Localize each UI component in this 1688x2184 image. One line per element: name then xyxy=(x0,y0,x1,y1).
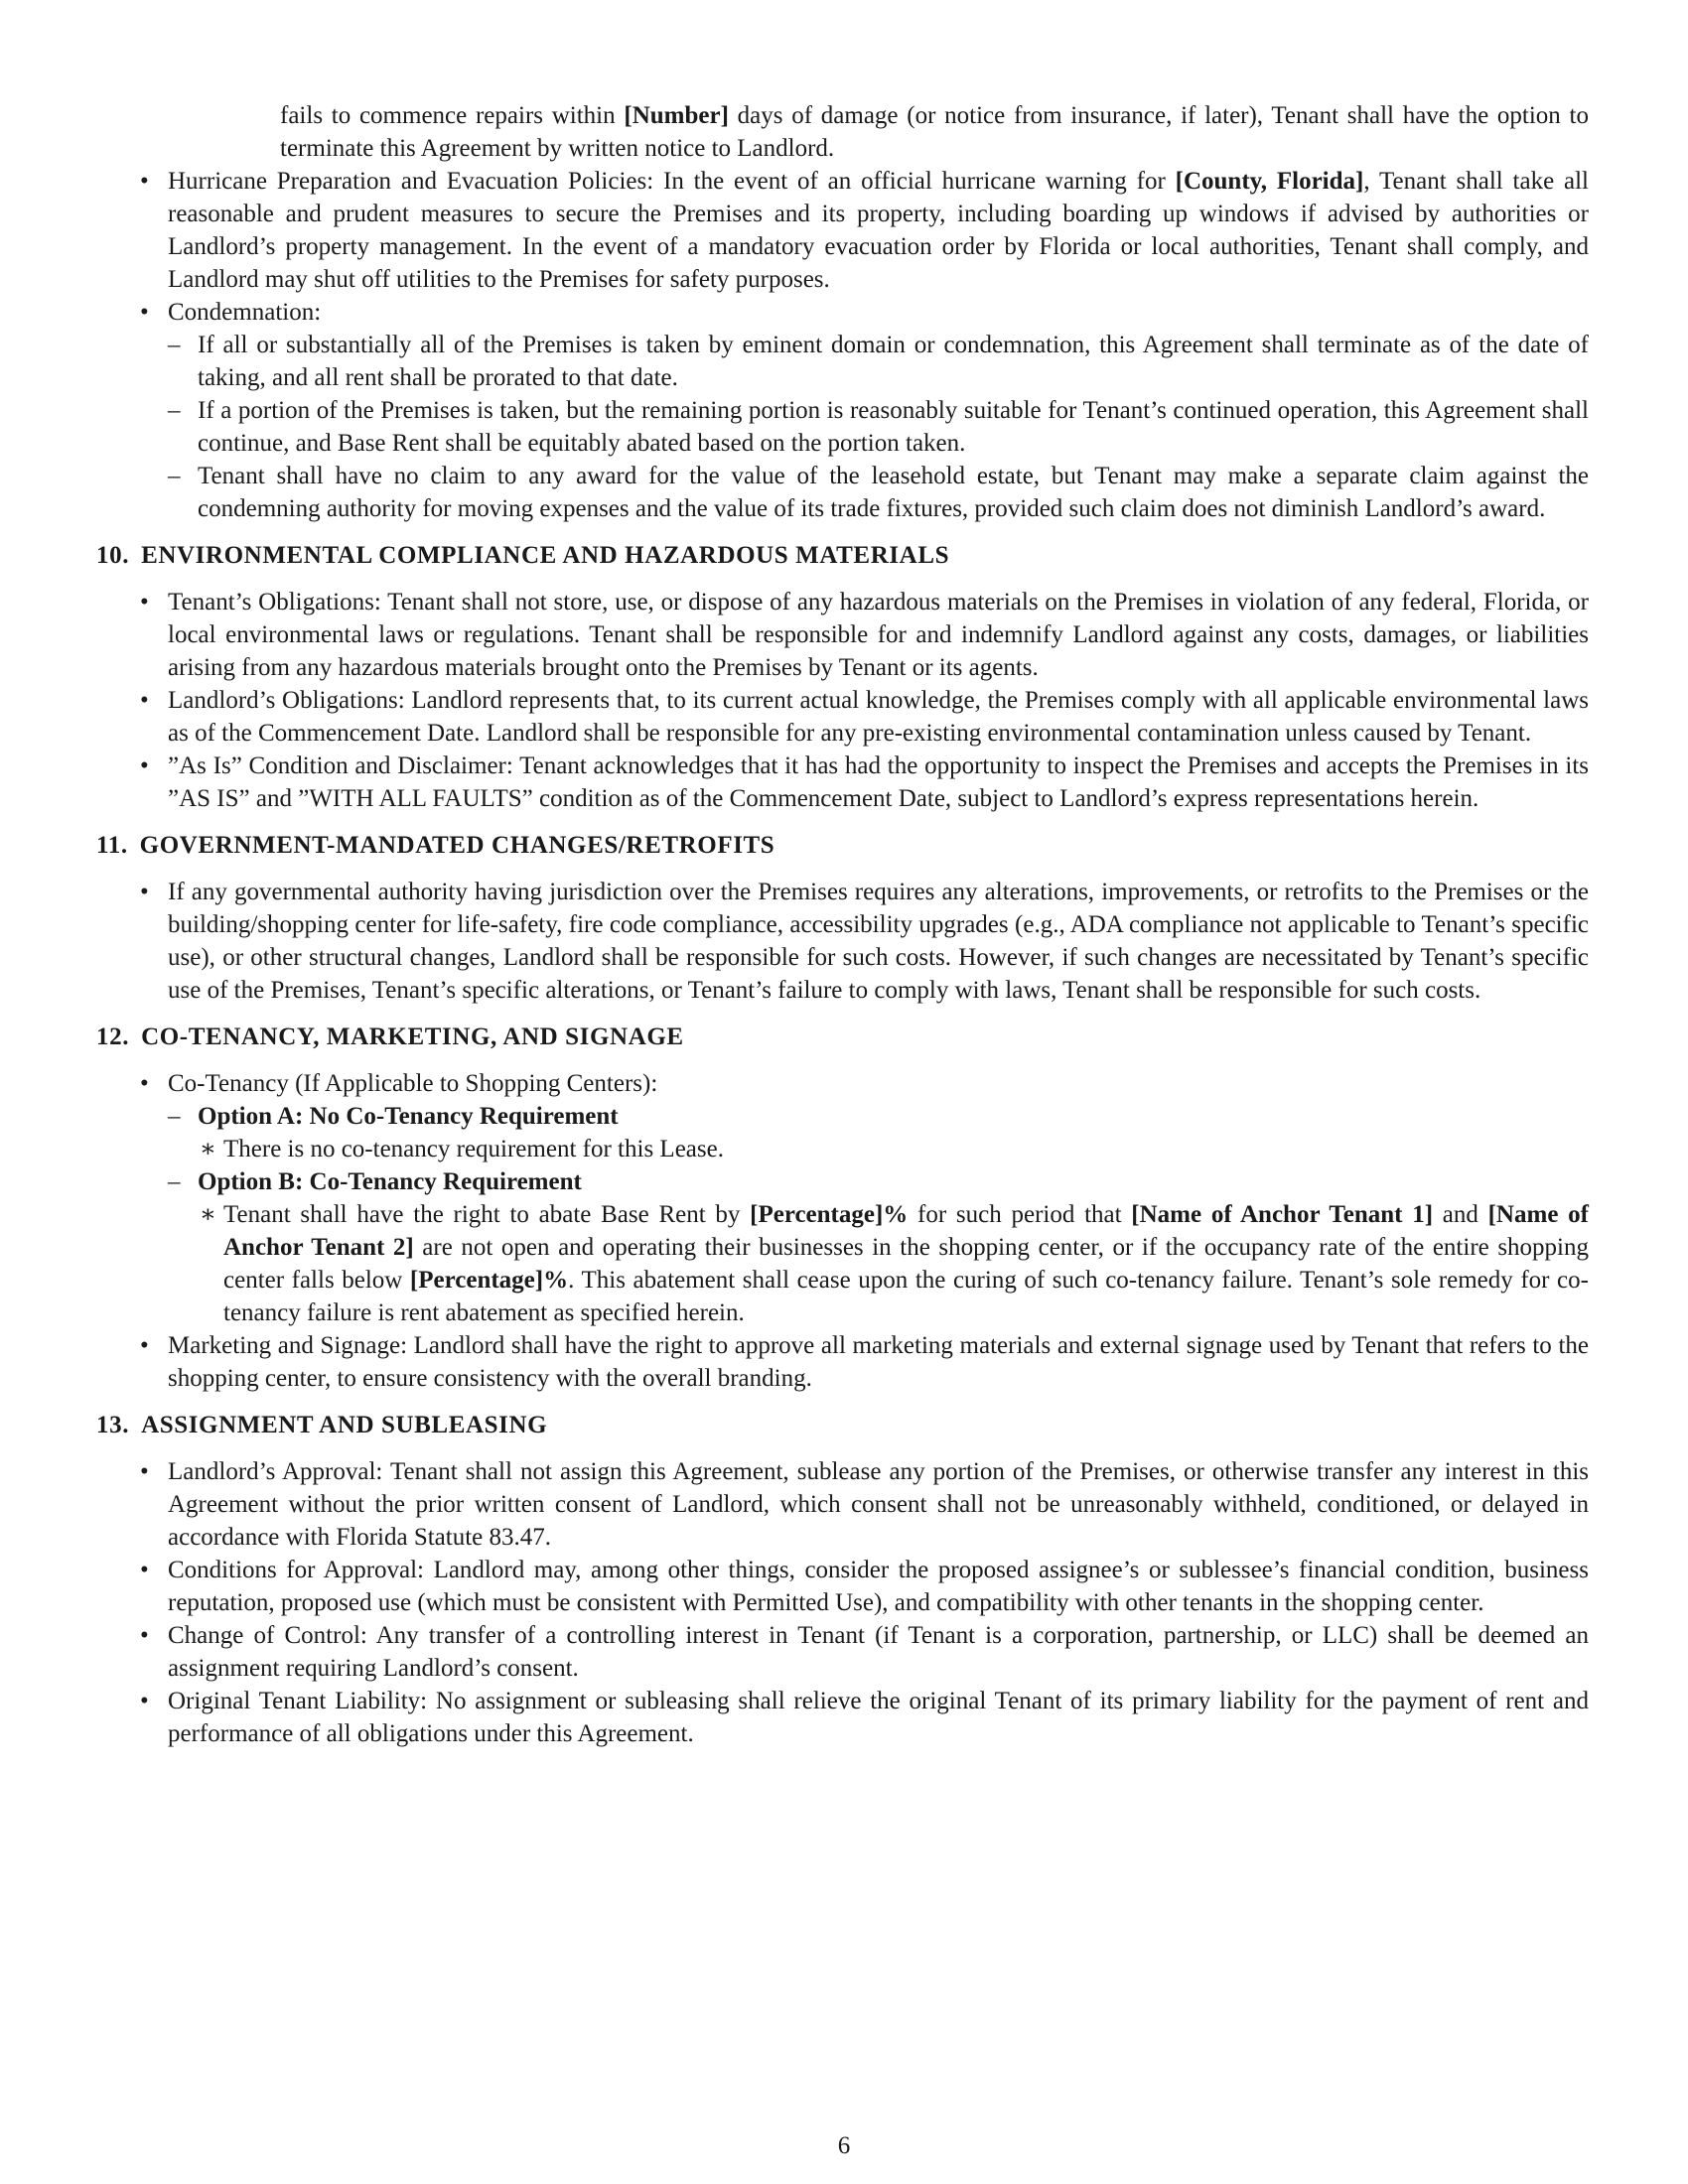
text-run: days of damage (or notice from insurance, if later), Tenant shall have the option to terminate this Agreement by written notice to Landlord. xyxy=(280,102,1589,162)
list-item: • Change of Control: Any transfer of a controlling interest in Tenant (if Tenant is a corporation, partnership, or LLC) shall be deemed an assignment requiring Landlord’s consent. xyxy=(96,1619,1589,1685)
list-item: • Landlord’s Obligations: Landlord represents that, to its current actual knowledge, the Premises comply with all applicable environmental laws as of the Commencement Date. Landlord shall be responsible for any pre-existing environmental contamination unless caused by Tenant. xyxy=(96,684,1589,750)
section-number: 11. xyxy=(96,832,128,859)
option-b-text xyxy=(198,1198,1589,1329)
option-a-title: Option A: No Co-Tenancy Requirement xyxy=(198,1103,619,1130)
text-run: are not open and operating their businesses in the shopping center, or if the occupancy rate of the entire shopping center falls below xyxy=(223,1234,1589,1294)
list-item: • Original Tenant Liability: No assignment or subleasing shall relieve the original Tenant of its primary liability for the payment of rent and performance of all obligations under this Agreement. xyxy=(96,1685,1589,1750)
sublist-item: – If all or substantially all of the Premises is taken by eminent domain or condemnation, this Agreement shall terminate as of the date of taking, and all rent shall be prorated to that date. xyxy=(168,329,1589,394)
placeholder-number: [Number] xyxy=(624,102,729,129)
list-item-condemnation xyxy=(96,296,1589,525)
placeholder-county: [County, Florida] xyxy=(1175,168,1364,195)
list-item: • If any governmental authority having jurisdiction over the Premises requires any alterations, improvements, or retrofits to the Premises or the building/shopping center for life-safety, fire code compliance, accessibility upgrades (e.g., ADA compliance not applicable to Tenant’s specific use), or other structural changes, Landlord shall be responsible for such costs. However, if such changes are necessitated by Tenant’s specific use of the Premises, Tenant’s specific alterations, or Tenant’s failure to comply with laws, Tenant shall be responsible for such costs. xyxy=(96,876,1589,1007)
list-item: • ”As Is” Condition and Disclaimer: Tenant acknowledges that it has had the opportunity to inspect the Premises and accepts the Premises in its ”AS IS” and ”WITH ALL FAULTS” condition as of the Commencement Date, subject to Landlord’s express representations herein. xyxy=(96,750,1589,815)
section-title: ENVIRONMENTAL COMPLIANCE AND HAZARDOUS MATERIALS xyxy=(141,542,950,569)
section-9-list xyxy=(96,165,1589,525)
text-run: fails to commence repairs within xyxy=(280,102,625,129)
list-item: • Conditions for Approval: Landlord may, among other things, consider the proposed assignee’s or sublessee’s financial condition, business reputation, proposed use (which must be consistent with Permitted Use), and compatibility with other tenants in the shopping center. xyxy=(96,1554,1589,1619)
list-item-marketing: • Marketing and Signage: Landlord shall have the right to approve all marketing materials and external signage used by Tenant that refers to the shopping center, to ensure consistency with the overall branding. xyxy=(96,1329,1589,1395)
document-body xyxy=(96,99,1589,1750)
section-title: ASSIGNMENT AND SUBLEASING xyxy=(141,1412,548,1438)
section-number: 10. xyxy=(96,542,130,569)
section-heading-10 xyxy=(96,539,1589,572)
text-run: . This abatement shall cease upon the curing of such co-tenancy failure. Tenant’s sole remedy for co-tenancy failure is rent abatement as specified herein. xyxy=(223,1267,1589,1326)
list-item: • Tenant’s Obligations: Tenant shall not store, use, or dispose of any hazardous materials on the Premises in violation of any federal, Florida, or local environmental laws or regulations. Tenant shall be responsible for and indemnify Landlord against any costs, damages, or liabilities arising from any hazardous materials brought onto the Premises by Tenant or its agents. xyxy=(96,586,1589,684)
section-number: 13. xyxy=(96,1412,130,1438)
section-title: GOVERNMENT-MANDATED CHANGES/RETROFITS xyxy=(139,832,775,859)
page-number: 6 xyxy=(837,2132,851,2159)
continued-paragraph xyxy=(96,99,1589,165)
condemnation-label: Condemnation: xyxy=(168,299,322,326)
sublist-item: – If a portion of the Premises is taken, but the remaining portion is reasonably suitable for Tenant’s continued operation, this Agreement shall continue, and Base Rent shall be equitably abated based on the portion taken. xyxy=(168,394,1589,460)
text-run: Hurricane Preparation and Evacuation Policies: In the event of an official hurricane warning for xyxy=(168,168,1176,195)
placeholder-percentage: [Percentage]% xyxy=(409,1267,569,1294)
text-run: for such period that xyxy=(908,1201,1132,1228)
option-a-text: ∗ There is no co-tenancy requirement for this Lease. xyxy=(198,1133,1589,1165)
placeholder-anchor-tenant-2: [Name of Anchor Tenant 2] xyxy=(223,1201,1589,1261)
text-run: and xyxy=(1433,1201,1488,1228)
section-11-list xyxy=(96,876,1589,1007)
list-item-hurricane xyxy=(96,165,1589,296)
section-10-list xyxy=(96,586,1589,815)
section-13-list xyxy=(96,1455,1589,1750)
option-b-title: Option B: Co-Tenancy Requirement xyxy=(198,1168,582,1195)
cotenancy-label: Co-Tenancy (If Applicable to Shopping Centers): xyxy=(168,1070,658,1097)
sublist-item: – Tenant shall have no claim to any award for the value of the leasehold estate, but Tenant may make a separate claim against the condemning authority for moving expenses and the value of its trade fixtures, provided such claim does not diminish Landlord’s award. xyxy=(168,460,1589,525)
section-title: CO-TENANCY, MARKETING, AND SIGNAGE xyxy=(141,1024,684,1050)
text-run: Tenant shall have the right to abate Base Rent by xyxy=(223,1201,751,1228)
section-12-list xyxy=(96,1067,1589,1395)
section-heading-13 xyxy=(96,1409,1589,1441)
condemnation-sublist xyxy=(168,329,1589,525)
list-item: • Landlord’s Approval: Tenant shall not assign this Agreement, sublease any portion of the Premises, or otherwise transfer any interest in this Agreement without the prior written consent of Landlord, which consent shall not be unreasonably withheld, conditioned, or delayed in accordance with Florida Statute 83.47. xyxy=(96,1455,1589,1554)
section-number: 12. xyxy=(96,1024,130,1050)
text-run: , Tenant shall take all reasonable and prudent measures to secure the Premises and its property, including boarding up windows if advised by authorities or Landlord’s property management. In the event of a mandatory evacuation order by Florida or local authorities, Tenant shall comply, and Landlord may shut off utilities to the Premises for safety purposes. xyxy=(168,168,1590,293)
placeholder-anchor-tenant-1: [Name of Anchor Tenant 1] xyxy=(1131,1201,1434,1228)
option-a-list xyxy=(198,1133,1589,1165)
cotenancy-options xyxy=(168,1100,1589,1329)
placeholder-percentage: [Percentage]% xyxy=(750,1201,909,1228)
option-b xyxy=(168,1165,1589,1329)
section-heading-12 xyxy=(96,1021,1589,1053)
option-a xyxy=(168,1100,1589,1165)
list-item-cotenancy xyxy=(96,1067,1589,1329)
option-b-list xyxy=(198,1198,1589,1329)
section-heading-11 xyxy=(96,829,1589,862)
